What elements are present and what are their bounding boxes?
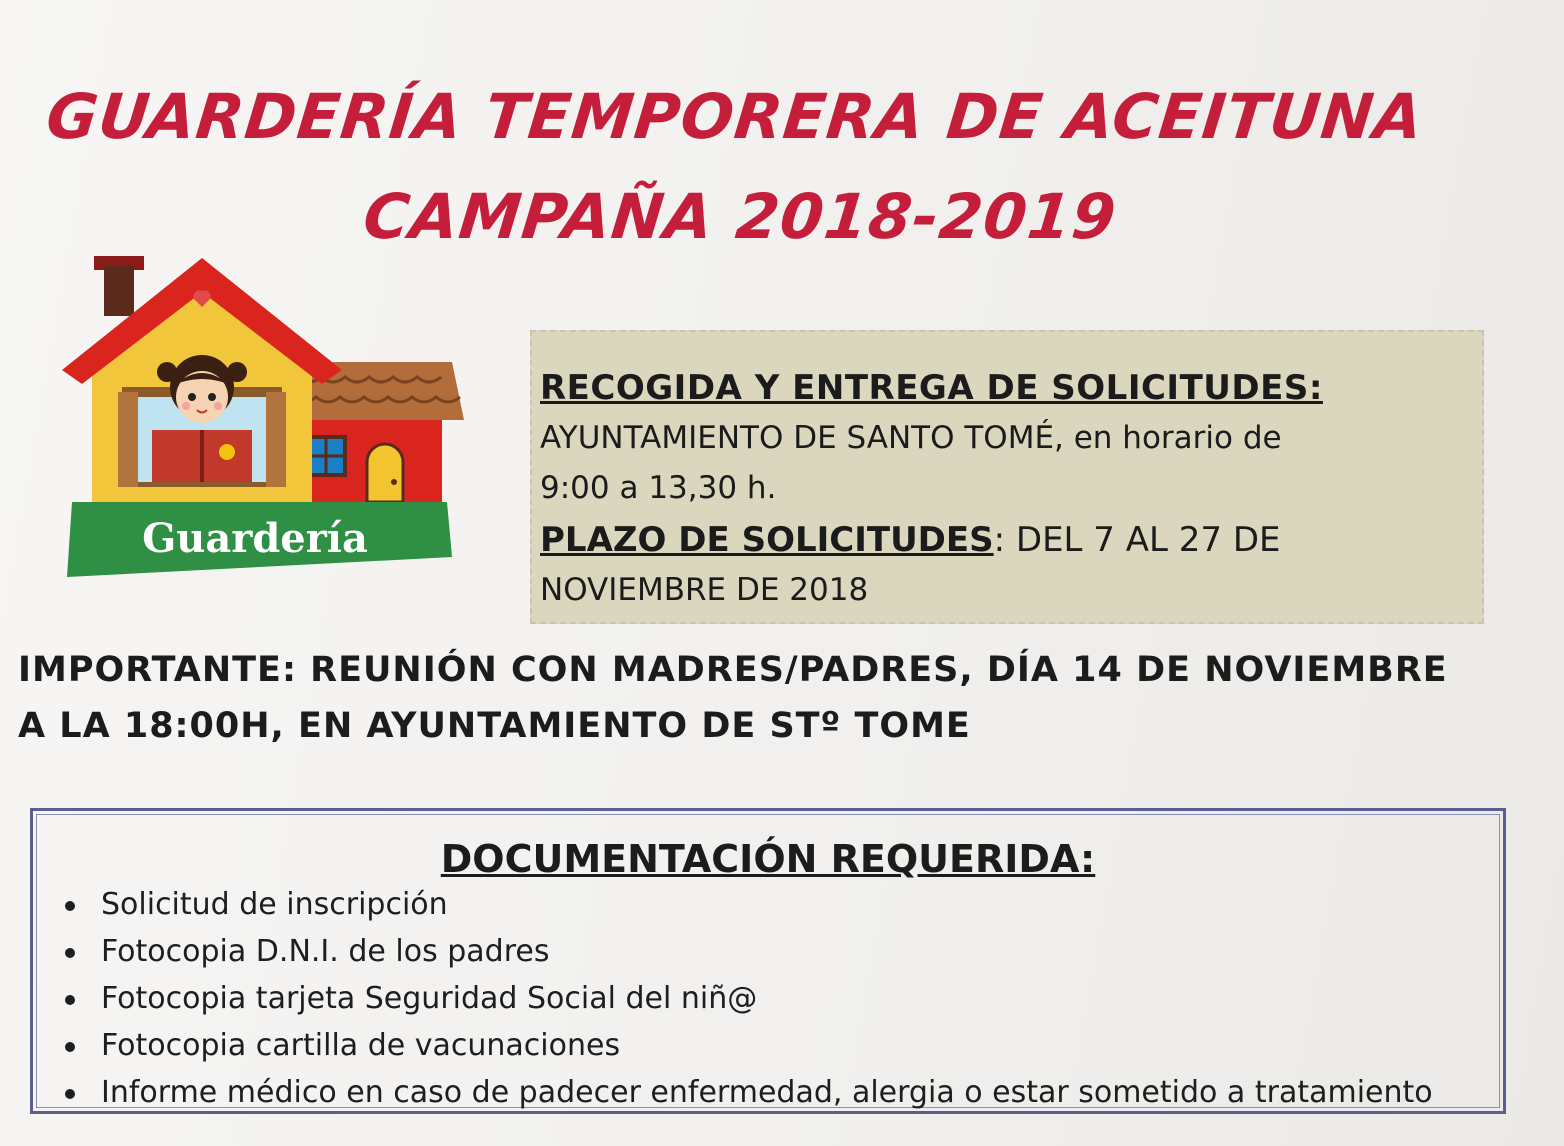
bullet-icon	[65, 1042, 75, 1052]
important-notice-continued: A LA 18:00H, EN AYUNTAMIENTO DE STº TOME	[18, 706, 971, 746]
list-item: Informe médico en caso de padecer enfermedad, alergia o estar sometido a tratamiento	[53, 1075, 1433, 1114]
list-item: Fotocopia tarjeta Seguridad Social del niñ@	[53, 981, 1433, 1028]
flyer-title: GUARDERÍA TEMPORERA DE ACEITUNA	[43, 80, 1427, 153]
bullet-icon	[65, 948, 75, 958]
deadline-value: : DEL 7 AL 27 DE	[993, 520, 1281, 560]
bullet-icon	[65, 901, 75, 911]
campaign-subtitle: CAMPAÑA 2018-2019	[360, 180, 1120, 253]
documentation-box	[30, 808, 1506, 1114]
location-text: AYUNTAMIENTO DE SANTO TOMÉ, en horario de	[540, 420, 1282, 456]
list-item: Fotocopia cartilla de vacunaciones	[53, 1028, 1433, 1075]
list-item: Fotocopia D.N.I. de los padres	[53, 934, 1433, 981]
bullet-icon	[65, 1089, 75, 1099]
hours-text: 9:00 a 13,30 h.	[540, 470, 777, 506]
important-notice: IMPORTANTE: REUNIÓN CON MADRES/PADRES, DÍA 14 DE NOVIEMBRE	[18, 650, 1448, 690]
logo-label: Guardería	[142, 515, 368, 562]
application-heading: RECOGIDA Y ENTREGA DE SOLICITUDES:	[540, 368, 1323, 408]
deadline-label: PLAZO DE SOLICITUDES	[540, 520, 994, 560]
deadline-line	[540, 520, 1280, 560]
documentation-title: DOCUMENTACIÓN REQUERIDA:	[440, 837, 1096, 881]
list-item: Solicitud de inscripción	[53, 887, 1433, 934]
bullet-icon	[65, 995, 75, 1005]
deadline-value-continued: NOVIEMBRE DE 2018	[540, 572, 869, 608]
documentation-list	[53, 887, 1433, 1114]
